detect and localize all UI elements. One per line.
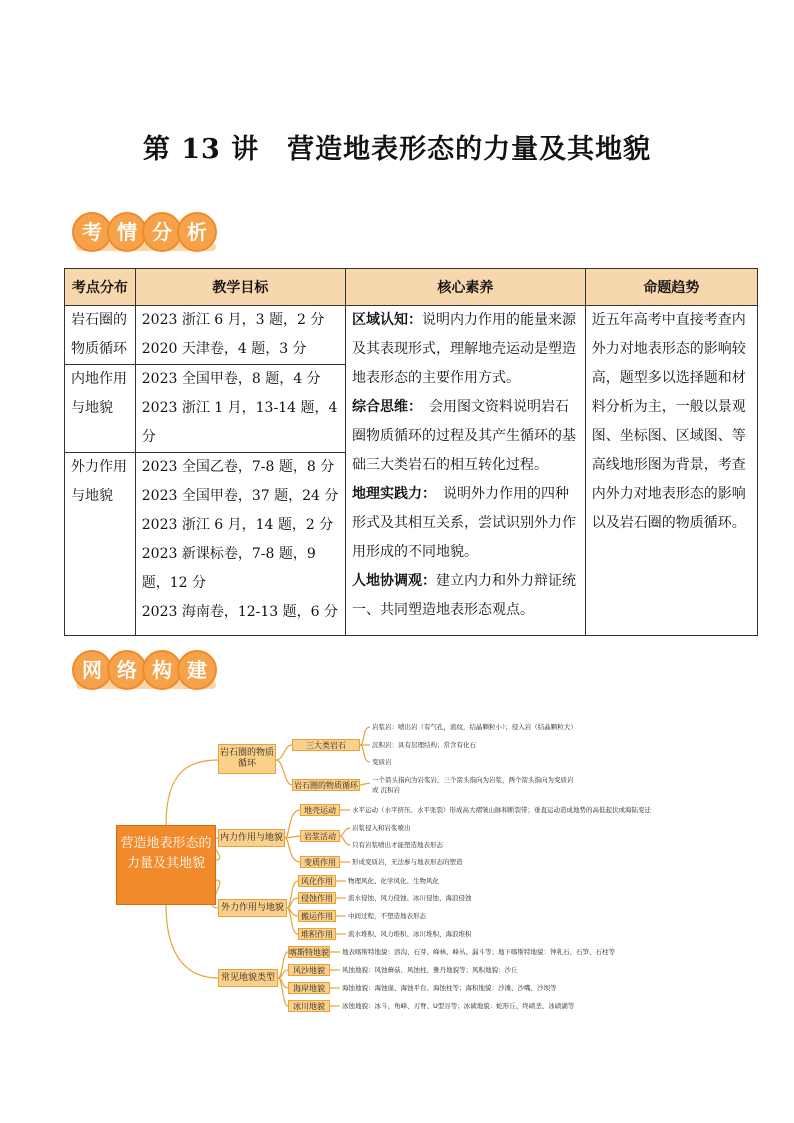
goal-line: 2023 海南卷，12-13 题，6 分 bbox=[141, 604, 339, 620]
topic-cell: 外力作用与地貌 bbox=[65, 453, 136, 636]
mindmap-leaf: 流水侵蚀、风力侵蚀、冰川侵蚀、海浪侵蚀 bbox=[348, 894, 472, 902]
mindmap-leaf: 或 沉积岩 bbox=[372, 786, 401, 794]
topic-cell: 内地作用与地貌 bbox=[65, 365, 136, 453]
mindmap-branch: 常见地貌类型 bbox=[218, 969, 278, 987]
goal-line: 2023 全国乙卷，7-8 题，8 分 bbox=[141, 459, 335, 475]
literacy-item: 人地协调观：建立内力和外力辩证统一、共同塑造地表形态观点。 bbox=[351, 573, 576, 618]
mindmap-leaf: 一个箭头指向为岩浆岩，三个箭头指向为岩浆，两个箭头指向为变质岩 bbox=[372, 776, 574, 784]
mindmap-sub: 海岸地貌 bbox=[288, 982, 330, 994]
mindmap-sub: 侵蚀作用 bbox=[298, 892, 336, 904]
goal-line: 2023 全国甲卷，8 题，4 分 bbox=[141, 371, 321, 387]
badge-char: 分 bbox=[142, 212, 182, 252]
mindmap-leaf: 变质岩 bbox=[372, 758, 392, 766]
mindmap-branch: 岩石圈的物质循环 bbox=[218, 744, 276, 774]
mindmap-sub: 冰川地貌 bbox=[288, 1000, 330, 1012]
mindmap-sub: 地壳运动 bbox=[300, 804, 340, 816]
goal-line: 2023 浙江 6 月，3 题，2 分 bbox=[141, 312, 325, 328]
badge-char: 构 bbox=[142, 650, 182, 690]
trend-cell: 近五年高考中直接考查内外力对地表形态的影响较高，题型多以选择题和材料分析为主，一般以景观图、坐标图、区域图、等高线地形图为背景，考查内外力对地表形态的影响以及岩石圈的物质循环。 bbox=[585, 306, 757, 636]
literacy-item: 区域认知：说明内力作用的能量来源及其表现形式，理解地壳运动是塑造地表形态的主要作用方式。 bbox=[351, 312, 576, 386]
literacy-item: 地理实践力： 说明外力作用的四种形式及其相互关系，尝试识别外力作用形成的不同地貌。 bbox=[351, 486, 576, 560]
mindmap-sub: 三大类岩石 bbox=[292, 739, 360, 751]
mindmap-sub: 风沙地貌 bbox=[288, 964, 330, 976]
literacy-item: 综合思维： 会用图文资料说明岩石圈物质循环的过程及其产生循环的基础三大类岩石的相互转化过程。 bbox=[351, 399, 576, 473]
goal-line: 2023 全国甲卷，37 题，24 分 bbox=[141, 488, 339, 504]
mindmap-leaf: 只有岩浆喷出才能塑造地表形态 bbox=[352, 841, 443, 849]
mindmap-sub: 搬运作用 bbox=[298, 910, 336, 922]
mindmap-leaf: 流水堆积、风力堆积、冰川堆积、海浪堆积 bbox=[348, 930, 472, 938]
mindmap-leaf: 沉积岩：具有层理结构；常含有化石 bbox=[372, 741, 476, 749]
mindmap-leaf: 岩浆岩：喷出岩（有气孔，流纹，结晶颗粒小）；侵入岩（结晶颗粒大） bbox=[372, 723, 577, 731]
mindmap-sub: 风化作用 bbox=[298, 875, 336, 887]
mindmap-leaf: 风蚀地貌：风蚀蘑菇、风蚀柱、雅丹地貌等；风积地貌：沙丘 bbox=[342, 966, 518, 974]
mindmap-leaf: 中间过程，不塑造地表形态 bbox=[348, 912, 426, 920]
mindmap-sub: 岩浆活动 bbox=[300, 830, 340, 842]
mindmap-leaf: 物理风化、化学风化、生物风化 bbox=[348, 877, 439, 885]
mindmap-leaf: 海蚀地貌：海蚀崖、海蚀平台、海蚀柱等；海积地貌：沙滩、沙嘴、沙坝等 bbox=[342, 984, 557, 992]
badge-char: 建 bbox=[177, 650, 217, 690]
badge-char: 络 bbox=[107, 650, 147, 690]
mindmap-sub: 堆积作用 bbox=[298, 928, 336, 940]
header-trend: 命题趋势 bbox=[585, 269, 757, 306]
mindmap-root: 营造地表形态的力量及其地貌 bbox=[116, 825, 216, 905]
mindmap-branch: 外力作用与地貌 bbox=[218, 899, 287, 917]
badge-char: 考 bbox=[72, 212, 112, 252]
mindmap-leaf: 地表喀斯特地貌：溶沟、石芽、峰林、峰丛、漏斗等；地下喀斯特地貌：钟乳石、石笋、石柱等 bbox=[342, 948, 615, 956]
goal-line: 2020 天津卷，4 题，3 分 bbox=[141, 341, 307, 357]
header-goals: 教学目标 bbox=[135, 269, 345, 306]
goal-line: 2023 浙江 1 月，13-14 题，4 分 bbox=[141, 400, 338, 445]
header-topic: 考点分布 bbox=[65, 269, 136, 306]
goal-line: 2023 新课标卷，7-8 题，9 题，12 分 bbox=[141, 546, 316, 591]
badge-char: 情 bbox=[107, 212, 147, 252]
topic-cell: 岩石圈的物质循环 bbox=[65, 306, 136, 365]
mindmap-sub: 喀斯特地貌 bbox=[289, 948, 329, 957]
mindmap-leaf: 水平运动（水平挤压、水平张裂）形成高大褶皱山脉和断裂带；垂直运动造成地势的高低起伏或海陆变迁 bbox=[352, 806, 651, 814]
header-literacy: 核心素养 bbox=[345, 269, 585, 306]
mindmap-sub: 变质作用 bbox=[300, 856, 340, 868]
page-title: 第 13 讲 营造地表形态的力量及其地貌 bbox=[142, 134, 652, 165]
mindmap-leaf: 冰蚀地貌：冰斗、角峰、刃脊、U型谷等；冰碛地貌：蛇形丘、终碛垄、冰碛湖等 bbox=[342, 1002, 575, 1010]
badge-char: 析 bbox=[177, 212, 217, 252]
mindmap-leaf: 岩浆侵入和岩浆喷出 bbox=[352, 824, 411, 832]
badge-char: 网 bbox=[72, 650, 112, 690]
mindmap-sub: 岩石圈的物质循环 bbox=[294, 781, 358, 790]
mindmap-leaf: 形成变质岩，无法参与地表形态的塑造 bbox=[352, 858, 463, 866]
goal-line: 2023 浙江 6 月，14 题，2 分 bbox=[141, 517, 334, 533]
mindmap-branch: 内力作用与地貌 bbox=[218, 829, 285, 847]
